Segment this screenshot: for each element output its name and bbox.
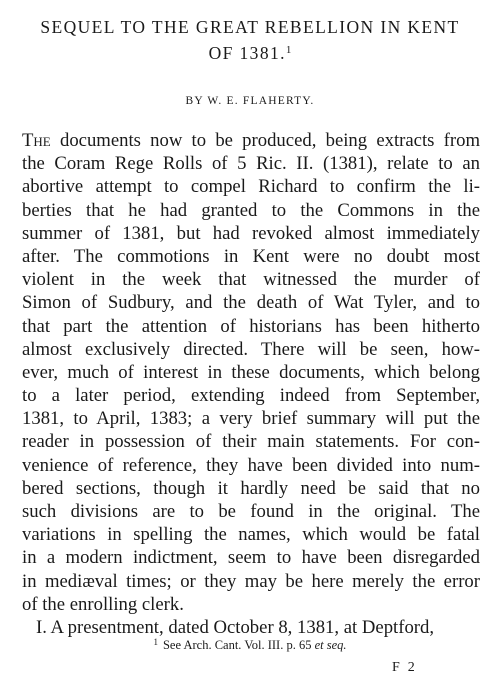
title-line-2 [30,40,470,66]
body-line: of the enrolling clerk. [22,593,184,615]
footnote [0,638,500,653]
printer-signature-mark [392,660,423,676]
body-line: almost exclusively directed. There will be seen, how- [22,338,480,360]
signature-number: 2 [407,660,423,675]
body-line: Simon of Sudbury, and the death of Wat Tyler, and to [22,292,480,314]
footnote-mark: 1 [153,637,158,647]
body-paragraph [22,129,480,639]
body-line: after. The commotions in Kent were no doubt most [22,245,480,267]
body-line: in mediæval times; or they may be here merely the error [22,570,480,592]
author-byline: BY W. E. FLAHERTY. [185,95,315,107]
section-start-line: I. A presentment, dated October 8, 1381, at Deptford, [36,616,435,638]
drop-word: The [22,130,51,151]
body-line: to a later period, extending indeed from September, [22,385,480,407]
title-footnote-mark[interactable]: 1 [285,44,292,56]
body-line: variations in spelling the names, which would be fatal [22,524,480,546]
title-line-1: SEQUEL TO THE GREAT REBELLION IN KENT [40,17,460,37]
body-line: in a modern indictment, seem to have been disregarded [22,547,480,569]
body-line: the Coram Rege Rolls of 5 Ric. II. (1381), relate to an [22,153,480,175]
title-line-2-text: OF 1381. [208,43,286,63]
body-line: such divisions are to be found in the original. The [22,501,480,522]
footnote-italic: et seq. [314,638,347,652]
body-line [22,129,480,152]
body-line: abortive attempt to compel Richard to confirm the li- [22,176,480,198]
footnote-text: See Arch. Cant. Vol. III. p. 65 [162,638,315,652]
body-line: summer of 1381, but had revoked almost immediately [22,222,480,244]
body-line: venience of reference, they have been divided into num- [22,454,480,476]
body-line: bered sections, though it hardly need be said that no [22,477,480,499]
article-title [30,14,470,66]
body-line: ever, much of interest in these documents, which belong [22,361,480,383]
body-line: 1381, to April, 1383; a very brief summary will put the [22,408,480,430]
signature-letter: F [392,660,408,675]
body-line: reader in possession of their main statements. For con- [22,431,480,453]
body-line: berties that he had granted to the Commons in the [22,199,480,221]
body-line: that part the attention of historians has been hitherto [22,315,480,337]
body-line-text: documents now to be produced, being extracts from [50,130,480,151]
body-line: violent in the week that witnessed the murder of [22,269,480,291]
